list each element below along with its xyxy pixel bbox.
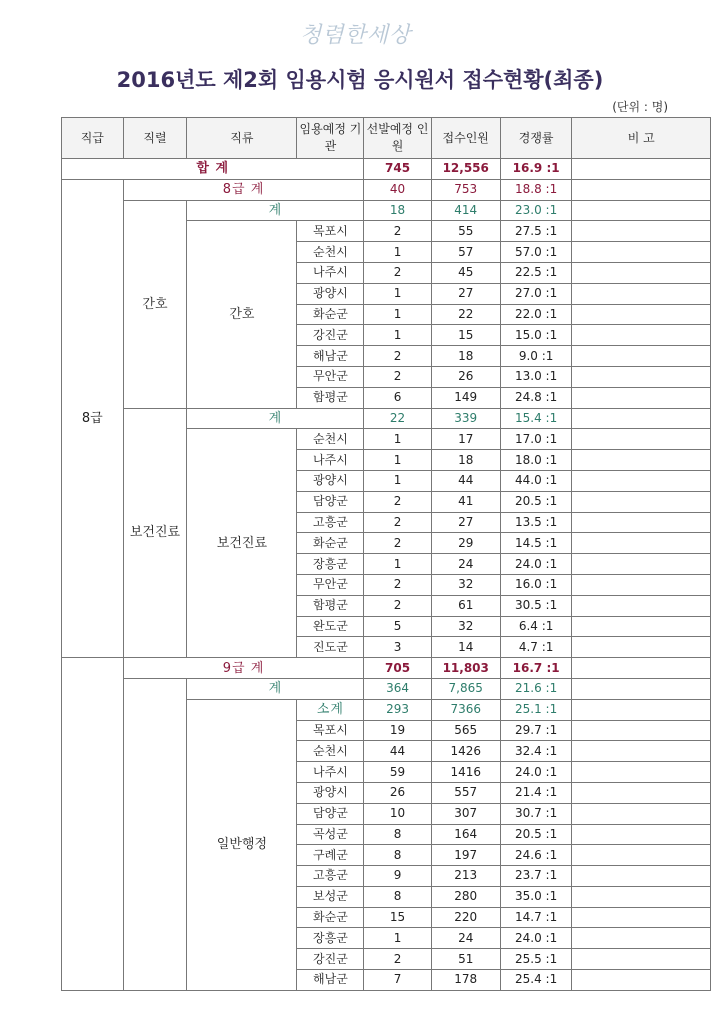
- ratio-cell: 20.5 :1: [500, 491, 572, 512]
- org-cell: 강진군: [297, 949, 364, 970]
- remarks-cell: [572, 533, 711, 554]
- ratio-cell: 25.5 :1: [500, 949, 572, 970]
- total-label: 합 계: [62, 159, 364, 180]
- applicants-cell: 1416: [431, 762, 500, 783]
- org-cell: 보성군: [297, 886, 364, 907]
- org-cell: 화순군: [297, 907, 364, 928]
- planned-cell: 22: [364, 408, 431, 429]
- applicants-cell: 18: [431, 450, 500, 471]
- ratio-cell: 27.0 :1: [500, 283, 572, 304]
- org-cell: 순천시: [297, 741, 364, 762]
- applicants-cell: 22: [431, 304, 500, 325]
- planned-cell: 5: [364, 616, 431, 637]
- remarks-cell: [572, 866, 711, 887]
- remarks-cell: [572, 824, 711, 845]
- planned-cell: 364: [364, 678, 431, 699]
- planned-cell: 2: [364, 533, 431, 554]
- remarks-cell: [572, 782, 711, 803]
- remarks-cell: [572, 907, 711, 928]
- class-nursing-cell: 간호: [187, 221, 297, 408]
- ratio-cell: 24.6 :1: [500, 845, 572, 866]
- org-cell: 목포시: [297, 221, 364, 242]
- planned-cell: 1: [364, 242, 431, 263]
- ratio-cell: 6.4 :1: [500, 616, 572, 637]
- planned-cell: 2: [364, 595, 431, 616]
- planned-cell: 2: [364, 574, 431, 595]
- ratio-cell: 21.6 :1: [500, 678, 572, 699]
- table-header: [62, 118, 711, 159]
- ratio-cell: 13.5 :1: [500, 512, 572, 533]
- ratio-cell: 16.7 :1: [500, 658, 572, 679]
- planned-cell: 3: [364, 637, 431, 658]
- applicants-cell: 12,556: [431, 159, 500, 180]
- org-cell: 담양군: [297, 803, 364, 824]
- applicants-cell: 565: [431, 720, 500, 741]
- applicants-cell: 14: [431, 637, 500, 658]
- remarks-cell: [572, 242, 711, 263]
- applicants-cell: 27: [431, 512, 500, 533]
- remarks-cell: [572, 616, 711, 637]
- health-total-row: [62, 408, 711, 429]
- applicants-cell: 307: [431, 803, 500, 824]
- ratio-cell: 44.0 :1: [500, 470, 572, 491]
- nursing-total-row: [62, 200, 711, 221]
- ratio-cell: 18.0 :1: [500, 450, 572, 471]
- ratio-cell: 27.5 :1: [500, 221, 572, 242]
- remarks-cell: [572, 678, 711, 699]
- applicants-cell: 24: [431, 554, 500, 575]
- applicants-cell: 17: [431, 429, 500, 450]
- remarks-cell: [572, 658, 711, 679]
- remarks-cell: [572, 595, 711, 616]
- series-nursing-cell: 간호: [123, 200, 187, 408]
- ratio-cell: 23.7 :1: [500, 866, 572, 887]
- remarks-cell: [572, 159, 711, 180]
- planned-cell: 9: [364, 866, 431, 887]
- ratio-cell: 9.0 :1: [500, 346, 572, 367]
- planned-cell: 7: [364, 970, 431, 991]
- col-planned: 선발예정 인원: [364, 118, 431, 159]
- planned-cell: 1: [364, 304, 431, 325]
- ratio-cell: 16.9 :1: [500, 159, 572, 180]
- col-applicants: 접수인원: [431, 118, 500, 159]
- applicants-cell: 1426: [431, 741, 500, 762]
- ratio-cell: 18.8 :1: [500, 179, 572, 200]
- ratio-cell: 22.5 :1: [500, 262, 572, 283]
- applicants-cell: 15: [431, 325, 500, 346]
- grade9-sub-total-label: 계: [187, 678, 364, 699]
- planned-cell: 6: [364, 387, 431, 408]
- org-cell: 함평군: [297, 595, 364, 616]
- planned-cell: 10: [364, 803, 431, 824]
- remarks-cell: [572, 970, 711, 991]
- org-cell: 해남군: [297, 346, 364, 367]
- org-cell: 무안군: [297, 574, 364, 595]
- unit-note: (단위 : 명): [612, 100, 668, 114]
- remarks-cell: [572, 886, 711, 907]
- col-class: 직류: [187, 118, 297, 159]
- planned-cell: 40: [364, 179, 431, 200]
- applicants-cell: 55: [431, 221, 500, 242]
- applicants-cell: 339: [431, 408, 500, 429]
- ratio-cell: 35.0 :1: [500, 886, 572, 907]
- planned-cell: 1: [364, 470, 431, 491]
- planned-cell: 745: [364, 159, 431, 180]
- applicants-cell: 11,803: [431, 658, 500, 679]
- ratio-cell: 30.7 :1: [500, 803, 572, 824]
- remarks-cell: [572, 491, 711, 512]
- remarks-cell: [572, 304, 711, 325]
- planned-cell: 1: [364, 450, 431, 471]
- org-cell: 광양시: [297, 283, 364, 304]
- org-cell: 강진군: [297, 325, 364, 346]
- planned-cell: 19: [364, 720, 431, 741]
- grade9-total-label: 9급 계: [123, 658, 364, 679]
- planned-cell: 15: [364, 907, 431, 928]
- planned-cell: 2: [364, 262, 431, 283]
- remarks-cell: [572, 574, 711, 595]
- ratio-cell: 29.7 :1: [500, 720, 572, 741]
- remarks-cell: [572, 283, 711, 304]
- planned-cell: 1: [364, 928, 431, 949]
- ratio-cell: 25.1 :1: [500, 699, 572, 720]
- applicants-cell: 27: [431, 283, 500, 304]
- org-cell: 담양군: [297, 491, 364, 512]
- planned-cell: 8: [364, 886, 431, 907]
- ratio-cell: 23.0 :1: [500, 200, 572, 221]
- ratio-cell: 15.0 :1: [500, 325, 572, 346]
- class-health-cell: 보건진료: [187, 429, 297, 658]
- remarks-cell: [572, 408, 711, 429]
- ratio-cell: 32.4 :1: [500, 741, 572, 762]
- remarks-cell: [572, 450, 711, 471]
- org-cell: 화순군: [297, 304, 364, 325]
- org-cell: 나주시: [297, 262, 364, 283]
- planned-cell: 2: [364, 949, 431, 970]
- remarks-cell: [572, 554, 711, 575]
- org-cell: 목포시: [297, 720, 364, 741]
- ratio-cell: 4.7 :1: [500, 637, 572, 658]
- planned-cell: 2: [364, 512, 431, 533]
- applicants-cell: 280: [431, 886, 500, 907]
- general-subtotal-label: 소계: [297, 699, 364, 720]
- col-remarks: 비 고: [572, 118, 711, 159]
- ratio-cell: 24.8 :1: [500, 387, 572, 408]
- remarks-cell: [572, 699, 711, 720]
- org-cell: 구례군: [297, 845, 364, 866]
- grade9-sub-total-row: [62, 678, 711, 699]
- applicants-cell: 7366: [431, 699, 500, 720]
- remarks-cell: [572, 429, 711, 450]
- applicants-cell: 164: [431, 824, 500, 845]
- org-cell: 광양시: [297, 470, 364, 491]
- ratio-cell: 17.0 :1: [500, 429, 572, 450]
- applicants-cell: 414: [431, 200, 500, 221]
- org-cell: 광양시: [297, 782, 364, 803]
- applicants-cell: 45: [431, 262, 500, 283]
- ratio-cell: 14.7 :1: [500, 907, 572, 928]
- grade8-total-label: 8급 계: [123, 179, 364, 200]
- applicants-cell: 44: [431, 470, 500, 491]
- planned-cell: 2: [364, 491, 431, 512]
- org-cell: 순천시: [297, 429, 364, 450]
- ratio-cell: 14.5 :1: [500, 533, 572, 554]
- remarks-cell: [572, 949, 711, 970]
- planned-cell: 2: [364, 366, 431, 387]
- remarks-cell: [572, 637, 711, 658]
- remarks-cell: [572, 762, 711, 783]
- nursing-total-label: 계: [187, 200, 364, 221]
- org-cell: 나주시: [297, 450, 364, 471]
- remarks-cell: [572, 200, 711, 221]
- planned-cell: 1: [364, 554, 431, 575]
- planned-cell: 2: [364, 221, 431, 242]
- remarks-cell: [572, 325, 711, 346]
- ratio-cell: 30.5 :1: [500, 595, 572, 616]
- remarks-cell: [572, 928, 711, 949]
- remarks-cell: [572, 346, 711, 367]
- ratio-cell: 24.0 :1: [500, 928, 572, 949]
- org-cell: 고흥군: [297, 866, 364, 887]
- col-series: 직렬: [123, 118, 187, 159]
- grade9-total-row: [62, 658, 711, 679]
- applicants-cell: 26: [431, 366, 500, 387]
- applicants-cell: 753: [431, 179, 500, 200]
- org-cell: 나주시: [297, 762, 364, 783]
- grade9-cell: [62, 658, 124, 991]
- series-health-cell: 보건진료: [123, 408, 187, 658]
- applicants-cell: 24: [431, 928, 500, 949]
- remarks-cell: [572, 803, 711, 824]
- remarks-cell: [572, 366, 711, 387]
- ratio-cell: 13.0 :1: [500, 366, 572, 387]
- remarks-cell: [572, 741, 711, 762]
- org-cell: 화순군: [297, 533, 364, 554]
- applicants-cell: 149: [431, 387, 500, 408]
- org-cell: 곡성군: [297, 824, 364, 845]
- org-cell: 장흥군: [297, 928, 364, 949]
- remarks-cell: [572, 845, 711, 866]
- planned-cell: 1: [364, 283, 431, 304]
- health-total-label: 계: [187, 408, 364, 429]
- planned-cell: 18: [364, 200, 431, 221]
- planned-cell: 705: [364, 658, 431, 679]
- applicants-cell: 51: [431, 949, 500, 970]
- org-cell: 진도군: [297, 637, 364, 658]
- remarks-cell: [572, 221, 711, 242]
- applicants-cell: 557: [431, 782, 500, 803]
- logo: 청렴한세상: [300, 23, 412, 48]
- ratio-cell: 20.5 :1: [500, 824, 572, 845]
- series-general-cell: [123, 678, 187, 990]
- planned-cell: 1: [364, 429, 431, 450]
- col-org: 임용예정 기관: [297, 118, 364, 159]
- remarks-cell: [572, 720, 711, 741]
- ratio-cell: 24.0 :1: [500, 554, 572, 575]
- remarks-cell: [572, 262, 711, 283]
- applicants-cell: 32: [431, 616, 500, 637]
- org-cell: 해남군: [297, 970, 364, 991]
- class-general-cell: 일반행정: [187, 699, 297, 990]
- applications-table: [61, 117, 711, 991]
- org-cell: 완도군: [297, 616, 364, 637]
- remarks-cell: [572, 179, 711, 200]
- org-cell: 순천시: [297, 242, 364, 263]
- planned-cell: 26: [364, 782, 431, 803]
- ratio-cell: 15.4 :1: [500, 408, 572, 429]
- planned-cell: 8: [364, 845, 431, 866]
- ratio-cell: 25.4 :1: [500, 970, 572, 991]
- col-grade: 직급: [62, 118, 124, 159]
- planned-cell: 8: [364, 824, 431, 845]
- applicants-cell: 57: [431, 242, 500, 263]
- planned-cell: 2: [364, 346, 431, 367]
- applicants-cell: 61: [431, 595, 500, 616]
- applicants-cell: 32: [431, 574, 500, 595]
- planned-cell: 44: [364, 741, 431, 762]
- ratio-cell: 21.4 :1: [500, 782, 572, 803]
- ratio-cell: 24.0 :1: [500, 762, 572, 783]
- org-cell: 고흥군: [297, 512, 364, 533]
- ratio-cell: 16.0 :1: [500, 574, 572, 595]
- planned-cell: 1: [364, 325, 431, 346]
- applicants-cell: 29: [431, 533, 500, 554]
- page-title: 2016년도 제2회 임용시험 응시원서 접수현황(최종): [116, 68, 604, 92]
- grade8-cell: 8급: [62, 179, 124, 657]
- org-cell: 무안군: [297, 366, 364, 387]
- remarks-cell: [572, 470, 711, 491]
- applicants-cell: 7,865: [431, 678, 500, 699]
- applicants-cell: 41: [431, 491, 500, 512]
- applicants-cell: 220: [431, 907, 500, 928]
- org-cell: 장흥군: [297, 554, 364, 575]
- applicants-cell: 178: [431, 970, 500, 991]
- grade8-total-row: [62, 179, 711, 200]
- remarks-cell: [572, 512, 711, 533]
- ratio-cell: 22.0 :1: [500, 304, 572, 325]
- total-row: [62, 159, 711, 180]
- applicants-cell: 213: [431, 866, 500, 887]
- planned-cell: 59: [364, 762, 431, 783]
- remarks-cell: [572, 387, 711, 408]
- applicants-cell: 18: [431, 346, 500, 367]
- applicants-cell: 197: [431, 845, 500, 866]
- planned-cell: 293: [364, 699, 431, 720]
- ratio-cell: 57.0 :1: [500, 242, 572, 263]
- col-ratio: 경쟁률: [500, 118, 572, 159]
- org-cell: 함평군: [297, 387, 364, 408]
